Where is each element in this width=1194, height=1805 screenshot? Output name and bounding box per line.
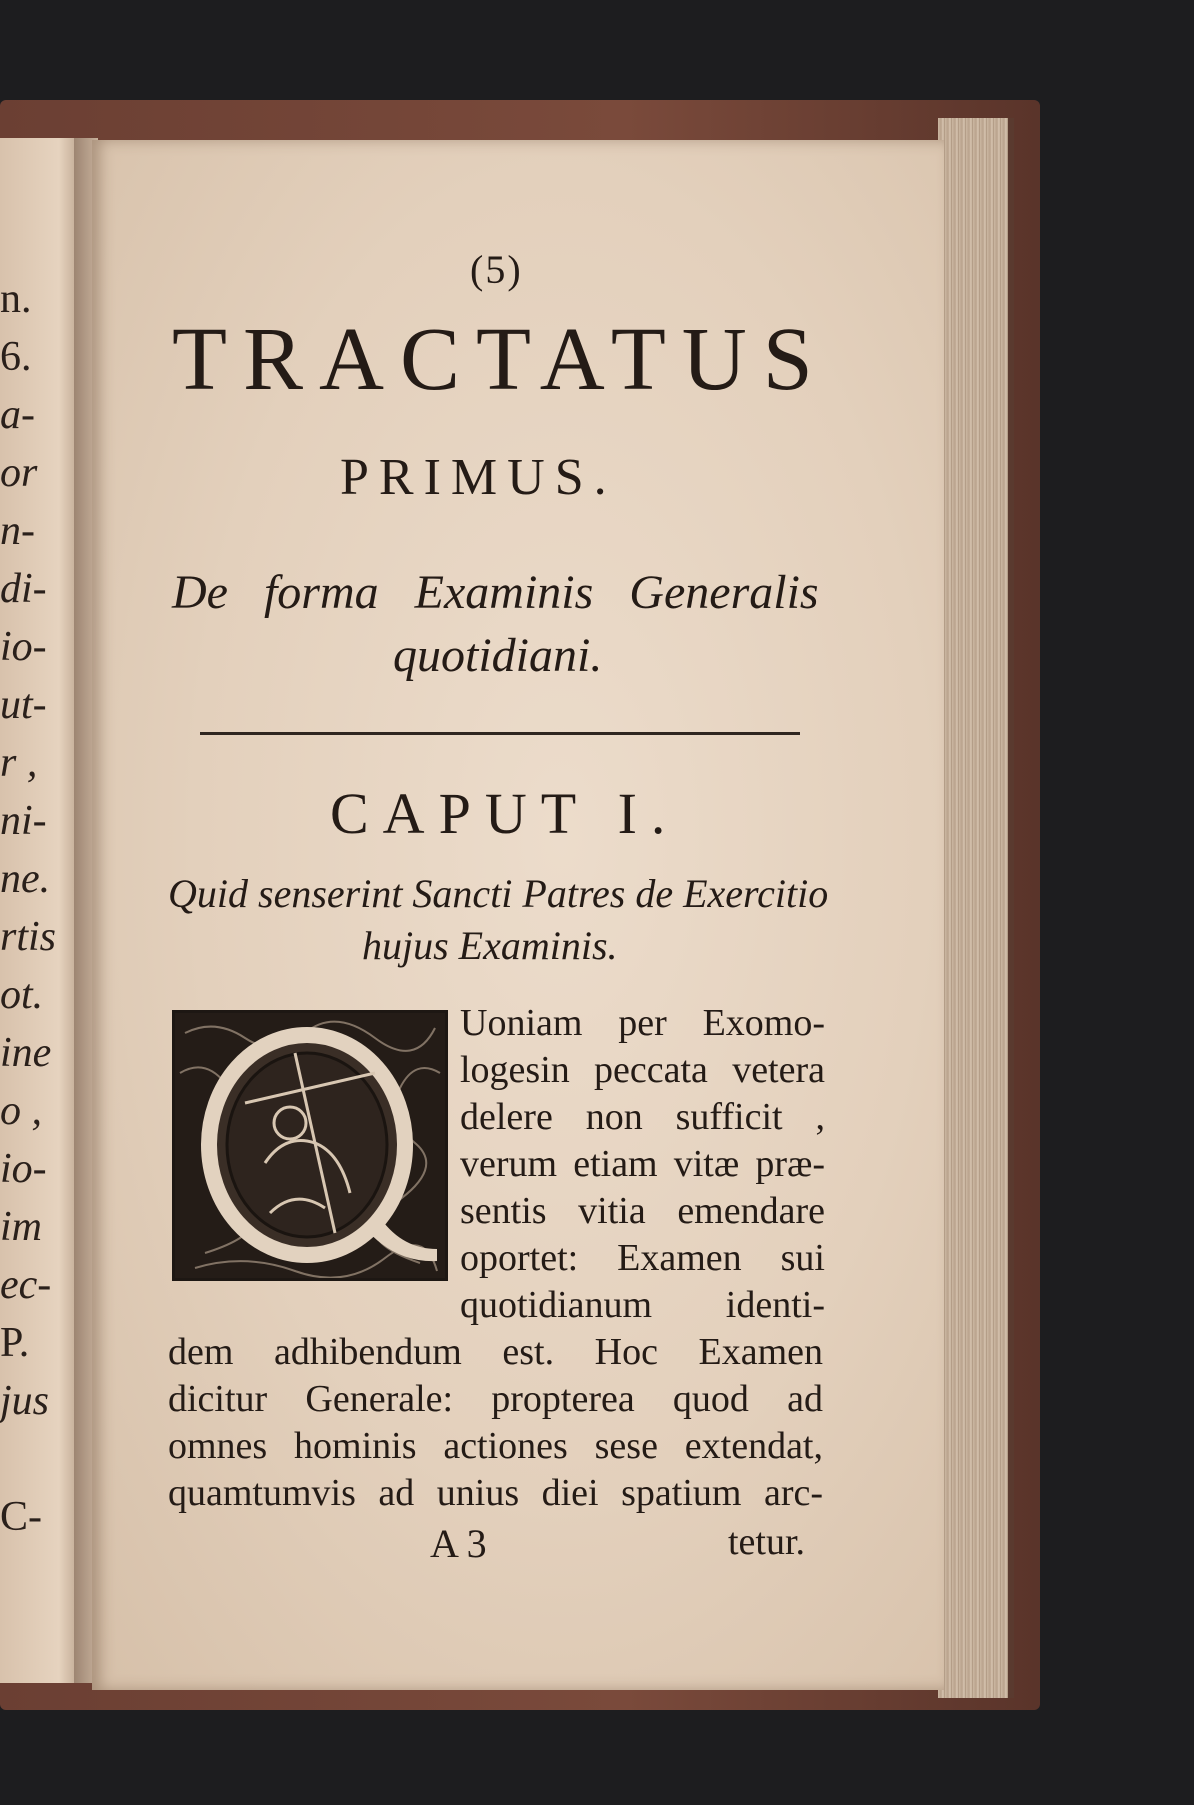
left-line: ot. — [0, 972, 44, 1018]
chapter-heading: Quid senserint Sancti Patres de Exercitio — [168, 871, 829, 916]
left-line: P. — [0, 1320, 30, 1366]
left-page-text — [0, 270, 74, 1546]
body-line: dem adhibendum est. Hoc Examen — [168, 1331, 823, 1373]
left-line — [0, 1430, 74, 1488]
body-line: verum etiam vitæ præ- — [460, 1143, 825, 1185]
left-line: io- — [0, 1146, 47, 1192]
left-line: 6. — [0, 334, 32, 380]
signature-mark: A 3 — [430, 1521, 487, 1566]
left-line: or — [0, 450, 38, 496]
left-line: ni- — [0, 798, 47, 844]
left-line: n. — [0, 276, 32, 322]
treatise-subtitle: PRIMUS. — [340, 449, 617, 506]
left-line: io- — [0, 624, 47, 670]
horizontal-rule — [200, 732, 800, 735]
left-line: ine — [0, 1030, 52, 1076]
left-line: ec- — [0, 1262, 52, 1308]
left-line: n- — [0, 508, 35, 554]
catchword: tetur. — [728, 1521, 806, 1563]
left-line: di- — [0, 566, 47, 612]
body-line: Uoniam per Exomo- — [460, 1002, 825, 1044]
left-line: C- — [0, 1494, 42, 1540]
page-number: (5) — [470, 247, 523, 292]
left-line: a- — [0, 392, 35, 438]
body-line: omnes hominis actiones sese extendat, — [168, 1425, 823, 1467]
left-line: ut- — [0, 682, 47, 728]
body-line: quotidianum identi- — [460, 1284, 825, 1326]
left-line: o , — [0, 1088, 42, 1134]
body-line: delere non sufficit , — [460, 1096, 825, 1138]
chapter-title: CAPUT I. — [330, 781, 680, 846]
treatise-description: De forma Examinis Generalis — [172, 566, 819, 619]
left-line: rtis — [0, 914, 57, 960]
body-line: sentis vitia emendare — [460, 1190, 825, 1232]
left-line: jus — [0, 1378, 50, 1424]
body-line: quamtumvis ad unius diei spatium arc- — [168, 1472, 823, 1514]
treatise-title: TRACTATUS — [172, 310, 829, 409]
body-line: logesin peccata vetera — [460, 1049, 825, 1091]
decorated-initial-q-icon — [172, 1010, 448, 1281]
page-edges — [938, 118, 1014, 1698]
left-line: im — [0, 1204, 42, 1250]
chapter-heading: hujus Examinis. — [362, 923, 618, 968]
body-line: dicitur Generale: propterea quod ad — [168, 1378, 823, 1420]
body-line: oportet: Examen sui — [460, 1237, 825, 1279]
left-line: r , — [0, 740, 38, 786]
left-line: ne. — [0, 856, 51, 902]
treatise-description: quotidiani. — [393, 629, 603, 682]
